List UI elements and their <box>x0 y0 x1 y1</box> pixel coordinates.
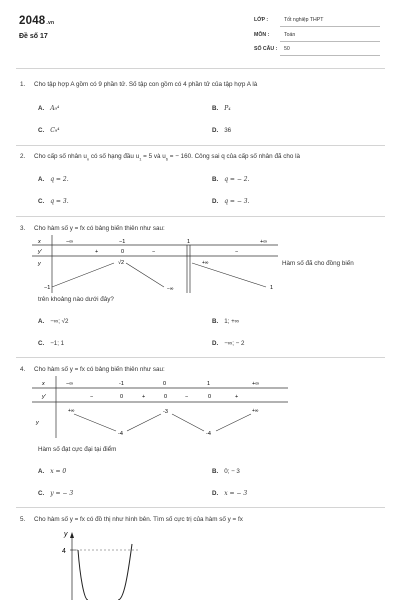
question-3 <box>20 225 165 232</box>
subject-value: Toán <box>284 32 296 38</box>
y-value: -3 <box>163 409 168 415</box>
y-value: +∞ <box>68 408 75 414</box>
question-divider <box>16 68 385 69</box>
class-value: Tốt nghiệp THPT <box>284 17 324 23</box>
question-text: Cho hàm số y = fx có đồ thị như hình bên. Tìm số cực trị của hàm số y = fx <box>34 516 243 523</box>
question-text: Cho tập hợp A gồm có 9 phần tử. Số tập con gồm có 4 phần tử của tập hợp A là <box>34 81 258 88</box>
option-c[interactable]: C. −1; 1 <box>38 340 65 347</box>
option-c[interactable]: C. y = − 3 <box>38 490 74 497</box>
x-value: 1 <box>207 381 211 387</box>
y-value: −1 <box>44 285 51 291</box>
x-value: −∞ <box>66 239 74 245</box>
sign: 0 <box>208 394 212 400</box>
sign: + <box>142 394 146 400</box>
option-c[interactable]: C. C₉⁴ <box>38 127 60 134</box>
question-text-cont: Hàm số đạt cực đại tại điểm <box>38 446 117 453</box>
y-axis-label: y <box>64 531 68 538</box>
sign: 0 <box>164 394 168 400</box>
option-a[interactable]: A. q = 2. <box>38 176 69 183</box>
question-2 <box>20 153 300 161</box>
question-text: Cho hàm số y = fx có bảng biến thiên như sau: <box>34 225 165 232</box>
exam-title: Đề số 17 <box>19 33 48 40</box>
x-label: x <box>42 381 45 387</box>
question-1 <box>20 81 257 88</box>
x-value: 1 <box>187 239 191 245</box>
option-b[interactable]: B. 1; +∞ <box>212 318 240 325</box>
question-number: 4. <box>20 366 26 373</box>
sign: − <box>185 394 189 400</box>
option-a[interactable]: A. A₉⁴ <box>38 105 60 112</box>
x-value: -1 <box>119 381 124 387</box>
question-text-cont: trên khoảng nào dưới đây? <box>38 296 114 303</box>
question-4 <box>20 366 165 373</box>
divider <box>280 26 380 27</box>
option-d[interactable]: D. x = − 3 <box>212 490 248 497</box>
y-value: +∞ <box>202 260 209 266</box>
x-value: +∞ <box>260 239 268 245</box>
subject-label: MÔN : <box>254 32 270 38</box>
question-number: 1. <box>20 81 26 88</box>
question-number: 3. <box>20 225 26 232</box>
question-divider <box>16 145 385 146</box>
option-a[interactable]: A. −∞; √2 <box>38 318 69 325</box>
x-value: 0 <box>163 381 167 387</box>
question-divider <box>16 507 385 508</box>
x-value: −∞ <box>66 381 74 387</box>
question-text: Cho hàm số y = fx có bảng biến thiên như sau: <box>34 366 165 373</box>
sign: + <box>95 249 99 255</box>
question-5 <box>20 516 243 523</box>
x-label: x <box>38 239 41 245</box>
class-label: LỚP : <box>254 17 269 23</box>
brand-logo: 2048.vn <box>19 15 55 27</box>
y-label: y <box>38 261 41 267</box>
option-d[interactable]: D. q = − 3. <box>212 198 250 205</box>
function-graph-q5 <box>40 526 160 600</box>
option-d[interactable]: D. −∞; − 2 <box>212 340 245 347</box>
sign: − <box>90 394 94 400</box>
y-prime-label: y' <box>42 394 46 400</box>
divider <box>280 41 380 42</box>
question-number: 5. <box>20 516 26 523</box>
x-value: −1 <box>119 239 126 245</box>
y-value: −∞ <box>167 286 174 292</box>
y-value: +∞ <box>252 408 259 414</box>
sign: 0 <box>120 394 124 400</box>
question-divider <box>16 357 385 358</box>
tick-label: 4 <box>62 548 66 555</box>
option-c[interactable]: C. q = 3. <box>38 198 69 205</box>
question-text: Cho cấp số nhân $u_n$ có số hạng đầu $u_1 = 5$ và $u_6$ = − 160. Công sai q của cấp số nhân đã cho là <box>34 153 300 162</box>
variation-table-q4 <box>30 376 290 440</box>
option-b[interactable]: B. 0; − 3 <box>212 468 240 475</box>
variation-table-q3 <box>30 235 280 295</box>
sign: 0 <box>121 249 125 255</box>
x-value: +∞ <box>252 381 260 387</box>
sign: + <box>235 394 239 400</box>
y-value: -4 <box>118 431 123 437</box>
y-value: 1 <box>270 285 274 291</box>
y-prime-label: y' <box>38 249 42 255</box>
count-label: SỐ CÂU : <box>254 46 278 52</box>
option-d[interactable]: D. 36 <box>212 127 232 134</box>
option-b[interactable]: B. q = − 2. <box>212 176 250 183</box>
divider <box>280 55 380 56</box>
sign: − <box>235 249 239 255</box>
question-divider <box>16 216 385 217</box>
question-number: 2. <box>20 153 26 160</box>
option-b[interactable]: B. P₄ <box>212 105 231 112</box>
count-value: 50 <box>284 46 290 52</box>
y-label: y <box>36 420 39 426</box>
side-text: Hàm số đã cho đồng biến <box>282 260 354 267</box>
y-value: √2 <box>118 260 125 266</box>
option-a[interactable]: A. x = 0 <box>38 468 67 475</box>
sign: − <box>152 249 156 255</box>
y-value: -4 <box>206 431 211 437</box>
